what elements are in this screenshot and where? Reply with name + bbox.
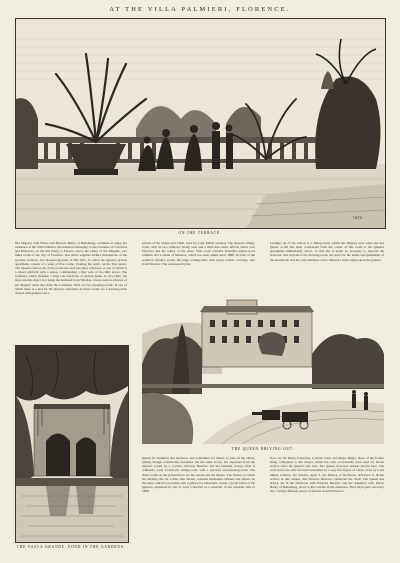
text-column-3 (270, 241, 384, 283)
col4-paragraph: Queen for breakfast and luncheon, and sometimes for dinner, is, like all the others, plainly though comfortably furnished. On the same storey, but separated from the Queen's rooms by a corridor, Princess Beatrice and her husband occupy what is ordinarily Lady Crawford's sitting-room, with a spacious bed-dressing-room. The chief rooms on the ground floor are the saloon and the theatre. The former, in which her Majesty sits for a time after dinner, contains handsome cabinets and settees. In the latter, which is provided with a gallery for musicians, stands a grand piano of the Queen's, presented by her to Lady Crawford as a souvenir of her pleasant visit in 1888. (142, 456, 255, 494)
pond-caption: THE VASCA GRANDE, POND IN THE GARDENS. (16, 545, 126, 549)
pond-illustration (16, 346, 128, 542)
col3-paragraph: Leading out of the saloon is a dining-room, which her Majesty uses when she has guests. A lift has been constructed from the corner of this room to the Queen's apartments immediately above, so that she is under no necessity to descend the staircase. Just beyond is the drawing-room, set apart for the ladies and gentlemen of the household, and the only members of her Majesty's suite lodged upon the ground (270, 241, 384, 262)
text-column-5 (270, 456, 384, 554)
terrace-caption: ON THE TERRACE. (178, 231, 222, 235)
col5-paragraph: floor are Sir Henry Ponsonby, Colonel Clark, and Major Bigge; those of the former being contiguous to the chapel, which has only occasionally been used for divine service since the Queen's last visit. The Queen, however, attends service here. The wall above the altar has been beautified by a very fine figure of Christ, done by Lady Mabel Lindsay. On Sunday, April 3, the Bishop of Rochester officiated at divine service in this chapel, and Princess Beatrice conducted the choir. The Queen has driven out in the afternoon with Princess Beatrice and her daughter, with Prince Henry of Battenberg, down to the Cascine in the afternoon. They have gone out every day, visiting different places of interest around Florence. (270, 456, 384, 494)
villa-illustration (142, 294, 384, 444)
artist-signature: TATE (352, 216, 363, 220)
terrace-illustration (16, 19, 385, 228)
col2-paragraph: picture of the Virgin and Child, done by Lady Mabel Lindsay. The Queen's sitting-room, with its two windows facing west and a third due south, affords views over Florence and the valley of the Arno. This room contains beautiful sandal-wood cabinets and a statue of Minerva, which has been added since 1888. In front of the southern window stands the large writing-table with green leather covering, sent from Windsor. The room used by the (142, 241, 255, 266)
page-header: AT THE VILLA PALMIERI, FLORENCE. (109, 6, 291, 13)
text-column-1 (15, 241, 127, 339)
terrace-engraving (15, 18, 386, 229)
pond-engraving (15, 345, 129, 543)
text-column-2 (142, 241, 255, 283)
villa-caption: THE QUEEN DRIVING OUT. (231, 447, 295, 451)
villa-engraving (142, 294, 384, 444)
col1-paragraph: Her Majesty, with Prince and Princess Henry of Battenberg, continues to enjoy her residence at the Villa Palmieri, the mansion belonging to the Countess of Crawford and Balcarres, on the hill rising to Fiesole, above the valley of the Mugello, two miles north of the city of Florence. Our Artist supplies further illustrations of the gardens, terraces, and pleasure-grounds of this villa, in which the Queen's private apartments consist of a suite of five rooms, fronting the north, on the first storey. The Queen's bed-room, at the north-east end, has three windows, at one of which is a raised platform with a settee, commanding a fine view of the hills above. The furniture, which includes a large oak wardrobe of ancient make, is very plain, the most notable object in it being the bedstead from Windsor, always sent in advance of her Majesty when she visits the Continent. Next are two dressing-rooms, in one of which there is a bed for the Queen's attendant. In these rooms are a dressing-table draped with guipure and a (15, 241, 127, 295)
text-column-4 (142, 456, 255, 554)
